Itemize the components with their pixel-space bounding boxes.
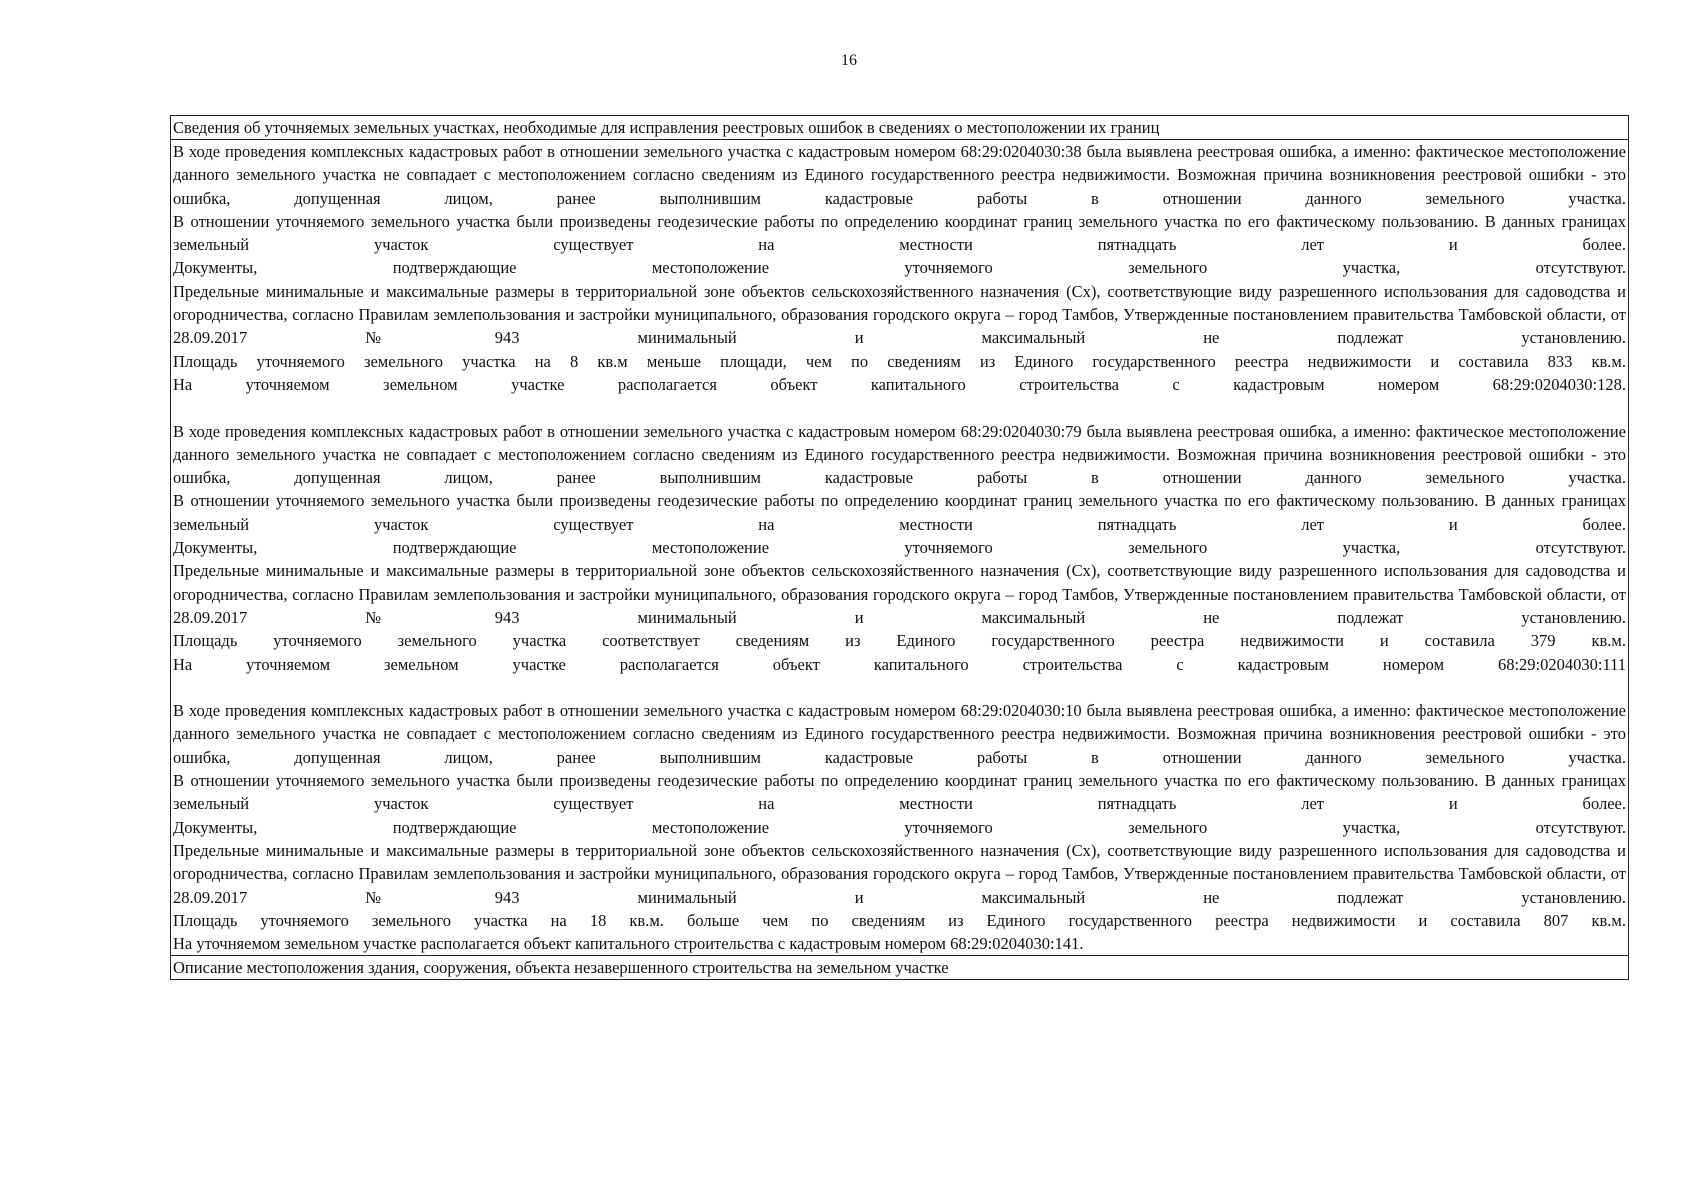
parcel-2-geodetic-paragraph: В отношении уточняемого земельного участка были произведены геодезические работы по определению координат границ земельного участка по его фактическому пользованию. В данных границах земельный участок существует на местности пятнадцать лет и более.	[173, 491, 1626, 534]
table-body-row	[171, 140, 1628, 956]
parcel-3-geodetic-paragraph: В отношении уточняемого земельного участка были произведены геодезические работы по определению координат границ земельного участка по его фактическому пользованию. В данных границах земельный участок существует на местности пятнадцать лет и более.	[173, 771, 1626, 814]
parcel-3-documents-paragraph: Документы, подтверждающие местоположение уточняемого земельного участка, отсутствуют.	[173, 817, 1626, 837]
parcel-block-1	[173, 140, 1626, 396]
parcel-2-limits-paragraph: Предельные минимальные и максимальные размеры в территориальной зоне объектов сельскохозяйственного назначения (Сх), соответствующие виду разрешенного использования для садоводства и огородничества, согласно Правилам землепользования и застройки муниципального, образования городского округа – город Тамбов, Утвержденные постановлением правительства Тамбовской области, от 28.09.2017 №943 минимальный и максимальный не подлежат установлению.	[173, 561, 1626, 627]
parcel-2-documents-paragraph: Документы, подтверждающие местоположение уточняемого земельного участка, отсутствуют.	[173, 538, 1626, 558]
parcel-1-building-paragraph: На уточняемом земельном участке располагается объект капитального строительства с кадастровым номером 68:29:0204030:128.	[173, 374, 1626, 394]
parcel-2-area-paragraph: Площадь уточняемого земельного участка соответствует сведениям из Единого государственного реестра недвижимости и составила 379 кв.м.	[173, 631, 1626, 651]
parcel-1-documents-paragraph: Документы, подтверждающие местоположение уточняемого земельного участка, отсутствуют.	[173, 258, 1626, 278]
table-header-row: Сведения об уточняемых земельных участках, необходимые для исправления реестровых ошибок в сведениях о местоположении их границ	[171, 116, 1628, 140]
parcel-3-error-paragraph: В ходе проведения комплексных кадастровых работ в отношении земельного участка с кадастровым номером 68:29:0204030:10 была выявлена реестровая ошибка, а именно: фактическое местоположение данного земельного участка не совпадает с местоположением согласно сведениям из Единого государственного реестра недвижимости. Возможная причина возникновения реестровой ошибки - это ошибка, допущенная лицом, ранее выполнившим кадастровые работы в отношении данного земельного участка.	[173, 701, 1626, 767]
cadastral-info-table	[170, 115, 1629, 980]
page-number: 16	[841, 52, 857, 69]
parcel-1-geodetic-paragraph: В отношении уточняемого земельного участка были произведены геодезические работы по определению координат границ земельного участка по его фактическому пользованию. В данных границах земельный участок существует на местности пятнадцать лет и более.	[173, 211, 1626, 255]
parcel-1-error-paragraph: В ходе проведения комплексных кадастровых работ в отношении земельного участка с кадастровым номером 68:29:0204030:38 была выявлена реестровая ошибка, а именно: фактическое местоположение данного земельного участка не совпадает с местоположением согласно сведениям из Единого государственного реестра недвижимости. Возможная причина возникновения реестровой ошибки - это ошибка, допущенная лицом, ранее выполнившим кадастровые работы в отношении данного земельного участка.	[173, 142, 1626, 208]
parcel-3-area-paragraph: Площадь уточняемого земельного участка на 18 кв.м. больше чем по сведениям из Единого государственного реестра недвижимости и составила 807 кв.м.	[173, 910, 1626, 930]
parcel-3-limits-paragraph: Предельные минимальные и максимальные размеры в территориальной зоне объектов сельскохозяйственного назначения (Сх), соответствующие виду разрешенного использования для садоводства и огородничества, согласно Правилам землепользования и застройки муниципального, образования городского округа – город Тамбов, Утвержденные постановлением правительства Тамбовской области, от 28.09.2017 №943 минимальный и максимальный не подлежат установлению.	[173, 840, 1626, 907]
parcel-2-building-paragraph: На уточняемом земельном участке располагается объект капитального строительства с кадастровым номером 68:29:0204030:111	[173, 654, 1626, 674]
parcel-block-2	[173, 420, 1626, 676]
parcel-1-limits-paragraph: Предельные минимальные и максимальные размеры в территориальной зоне объектов сельскохозяйственного назначения (Сх), соответствующие виду разрешенного использования для садоводства и огородничества, согласно Правилам землепользования и застройки муниципального, образования городского округа – город Тамбов, Утвержденные постановлением правительства Тамбовской области, от 28.09.2017 №943 минимальный и максимальный не подлежат установлению.	[173, 281, 1626, 348]
parcel-3-building-paragraph: На уточняемом земельном участке располагается объект капитального строительства с кадастровым номером 68:29:0204030:141.	[173, 934, 1084, 954]
parcel-2-error-paragraph: В ходе проведения комплексных кадастровых работ в отношении земельного участка с кадастровым номером 68:29:0204030:79 была выявлена реестровая ошибка, а именно: фактическое местоположение данного земельного участка не совпадает с местоположением согласно сведениям из Единого государственного реестра недвижимости. Возможная причина возникновения реестровой ошибки - это ошибка, допущенная лицом, ранее выполнившим кадастровые работы в отношении данного земельного участка.	[173, 421, 1626, 488]
parcel-1-area-paragraph: Площадь уточняемого земельного участка на 8 кв.м меньше площади, чем по сведениям из Единого государственного реестра недвижимости и составила 833 кв.м.	[173, 351, 1626, 371]
parcel-block-3	[173, 699, 1626, 955]
table-footer-row: Описание местоположения здания, сооружения, объекта незавершенного строительства на земельном участке	[173, 958, 949, 978]
